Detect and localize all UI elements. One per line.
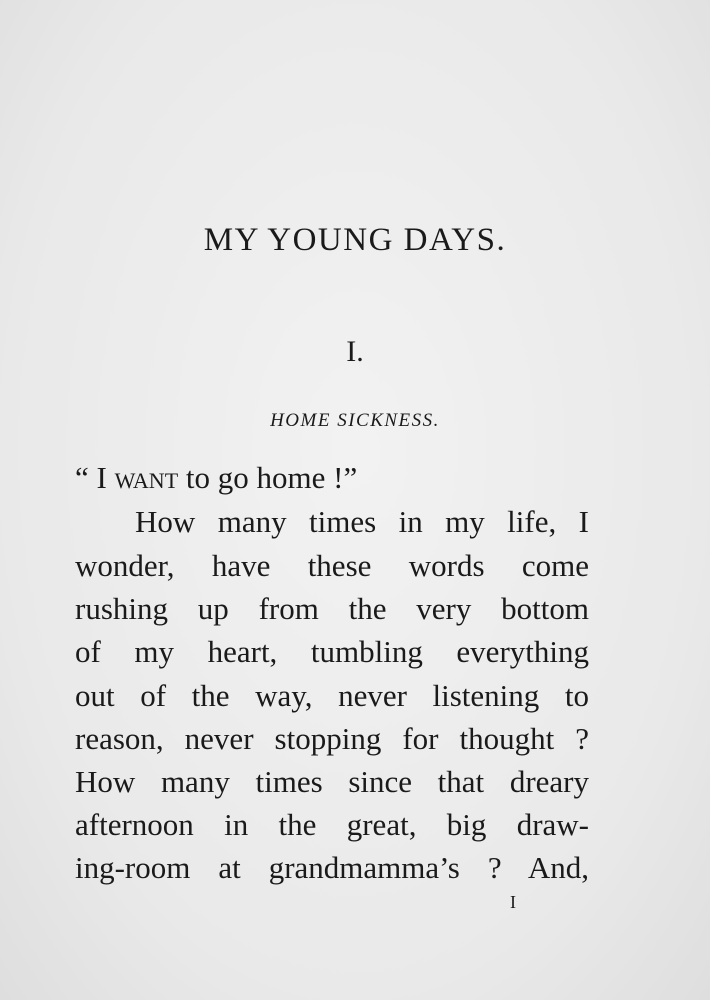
body-line: reason, never stopping for thought ? (75, 721, 589, 756)
body-line: out of the way, never listening to (75, 678, 589, 713)
body-line: How many times since that dreary (75, 764, 589, 799)
body-line: ing-room at grandmamma’s ? And, (75, 850, 589, 885)
body-line: How many times in my life, I (135, 504, 589, 539)
smallcaps-word: want (114, 460, 179, 495)
page-number: I (510, 892, 516, 912)
page-title: MY YOUNG DAYS. (203, 222, 507, 258)
chapter-subtitle: HOME SICKNESS. (270, 410, 440, 431)
opening-quote-text: “ I (75, 460, 115, 495)
body-line: of my heart, tumbling everything (75, 634, 589, 669)
body-line: afternoon in the great, big draw- (75, 807, 589, 842)
chapter-number: I. (346, 335, 364, 368)
body-line-opening (75, 460, 589, 496)
opening-rest-text: to go home !” (178, 460, 358, 495)
body-line: wonder, have these words come (75, 548, 589, 583)
body-line: rushing up from the very bottom (75, 591, 589, 626)
